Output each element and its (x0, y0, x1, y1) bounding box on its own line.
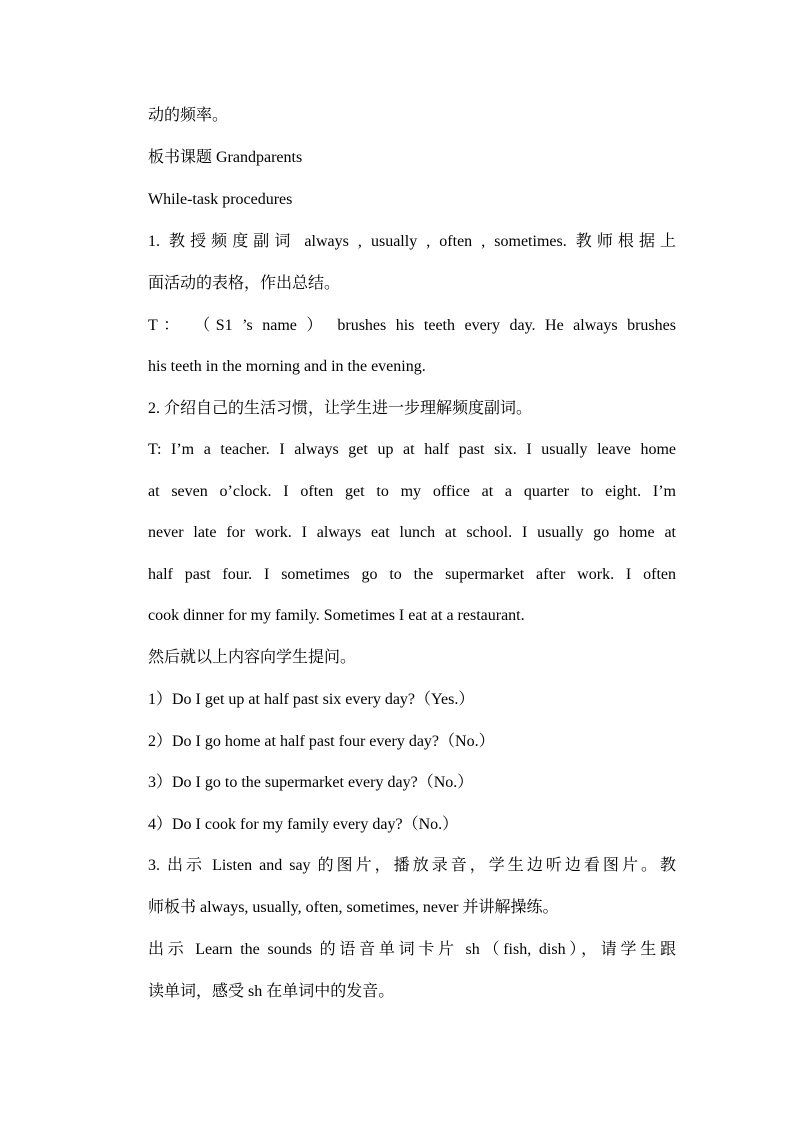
text-line: 读单词，感受 sh 在单词中的发音。 (148, 983, 395, 1000)
text-line: 板书课题 Grandparents (148, 149, 303, 166)
question-item: 2）Do I go home at half past four every day?（No.） (148, 733, 495, 750)
text-line: 动的频率。 (148, 107, 229, 124)
text-line: 师板书 always, usually, often, sometimes, never 并讲解操练。 (148, 899, 559, 916)
text-line: at seven o’clock. I often get to my office at a quarter to eight. I’m (148, 483, 676, 500)
question-item: 1）Do I get up at half past six every day?（Yes.） (148, 691, 475, 708)
text-line: 出示 Learn the sounds 的语音单词卡片 sh（fish, dish），请学生跟 (148, 941, 676, 958)
text-line: 然后就以上内容向学生提问。 (148, 649, 357, 666)
text-line: never late for work. I always eat lunch at school. I usually go home at (148, 524, 676, 541)
text-line: his teeth in the morning and in the evening. (148, 358, 426, 375)
question-item: 3）Do I go to the supermarket every day?（No.） (148, 774, 474, 791)
text-line: cook dinner for my family. Sometimes I eat at a restaurant. (148, 607, 525, 624)
text-line: 1. 教授频度副词 always , usually , often , sometimes. 教师根据上 (148, 233, 676, 250)
text-line: 3. 出示 Listen and say 的图片，播放录音，学生边听边看图片。教 (148, 857, 676, 874)
text-line: T: I’m a teacher. I always get up at half past six. I usually leave home (148, 441, 676, 458)
text-line: T： （S1 ’s name ） brushes his teeth every day. He always brushes (148, 317, 676, 334)
text-line: 面活动的表格，作出总结。 (148, 275, 341, 292)
text-line: half past four. I sometimes go to the supermarket after work. I often (148, 566, 676, 583)
text-line: While-task procedures (148, 191, 293, 208)
text-line: 2. 介绍自己的生活习惯，让学生进一步理解频度副词。 (148, 400, 533, 417)
question-item: 4）Do I cook for my family every day?（No.） (148, 816, 459, 833)
